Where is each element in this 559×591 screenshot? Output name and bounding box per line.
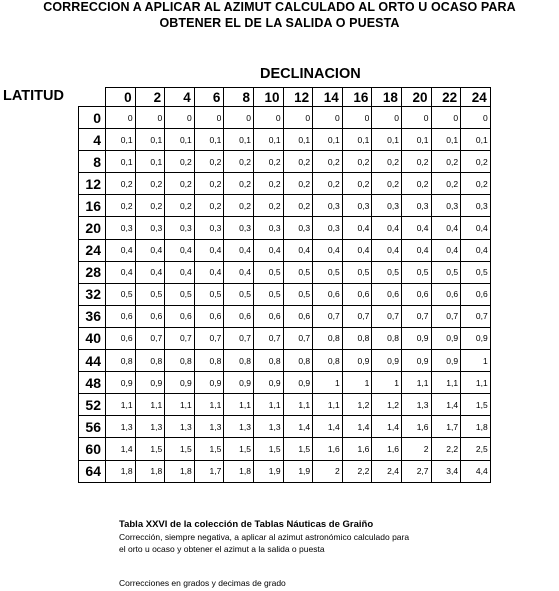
table-cell: 0,2 bbox=[224, 151, 254, 173]
table-cell: 0,5 bbox=[283, 283, 313, 305]
declination-header: 4 bbox=[165, 88, 195, 107]
table-cell: 0,4 bbox=[106, 261, 136, 283]
latitude-row-label: 28 bbox=[79, 261, 106, 283]
table-cell: 1,3 bbox=[224, 416, 254, 438]
table-cell: 0,4 bbox=[461, 239, 491, 261]
table-cell: 0 bbox=[135, 107, 165, 129]
table-cell: 0,2 bbox=[283, 195, 313, 217]
table-cell: 0,2 bbox=[431, 173, 461, 195]
table-cell: 0,3 bbox=[313, 217, 343, 239]
table-cell: 1,5 bbox=[194, 438, 224, 460]
table-cell: 0,2 bbox=[106, 173, 136, 195]
table-row bbox=[79, 239, 491, 261]
table-cell: 1,4 bbox=[106, 438, 136, 460]
latitude-row-label: 0 bbox=[79, 107, 106, 129]
table-cell: 0,2 bbox=[342, 151, 372, 173]
table-cell: 0,9 bbox=[165, 372, 195, 394]
table-cell: 0,8 bbox=[224, 350, 254, 372]
table-cell: 0,1 bbox=[283, 129, 313, 151]
table-cell: 1,7 bbox=[194, 460, 224, 482]
table-cell: 0,3 bbox=[461, 195, 491, 217]
table-cell: 1,8 bbox=[224, 460, 254, 482]
table-cell: 0,2 bbox=[194, 173, 224, 195]
table-cell: 1,3 bbox=[194, 416, 224, 438]
table-cell: 0 bbox=[401, 107, 431, 129]
table-cell: 1,1 bbox=[431, 372, 461, 394]
correction-table bbox=[78, 87, 491, 483]
table-cell: 1,4 bbox=[342, 416, 372, 438]
table-cell: 0,2 bbox=[224, 173, 254, 195]
table-cell: 0,2 bbox=[224, 195, 254, 217]
table-row bbox=[79, 129, 491, 151]
table-cell: 0,4 bbox=[194, 261, 224, 283]
table-cell: 2,2 bbox=[431, 438, 461, 460]
table-cell: 0,4 bbox=[135, 239, 165, 261]
table-cell: 1,5 bbox=[253, 438, 283, 460]
table-cell: 0,4 bbox=[253, 239, 283, 261]
note-title: Tabla XXVI de la colección de Tablas Náuticas de Graiño bbox=[119, 519, 374, 530]
table-cell: 0,8 bbox=[253, 350, 283, 372]
table-cell: 1,2 bbox=[342, 394, 372, 416]
table-cell: 1,8 bbox=[165, 460, 195, 482]
table-cell: 0,2 bbox=[401, 173, 431, 195]
table-cell: 1,3 bbox=[401, 394, 431, 416]
table-cell: 0,4 bbox=[372, 239, 402, 261]
table-cell: 0,6 bbox=[253, 305, 283, 327]
table-cell: 0 bbox=[253, 107, 283, 129]
table-cell: 0,4 bbox=[342, 217, 372, 239]
table-cell: 0,7 bbox=[342, 305, 372, 327]
table-row bbox=[79, 460, 491, 482]
table-cell: 0,3 bbox=[165, 217, 195, 239]
latitude-row-label: 20 bbox=[79, 217, 106, 239]
table-cell: 1,8 bbox=[461, 416, 491, 438]
table-cell: 1,4 bbox=[283, 416, 313, 438]
table-cell: 1,3 bbox=[135, 416, 165, 438]
table-cell: 0,2 bbox=[165, 173, 195, 195]
table-cell: 0 bbox=[224, 107, 254, 129]
table-cell: 0,5 bbox=[194, 283, 224, 305]
table-cell: 0,9 bbox=[431, 350, 461, 372]
table-cell: 0,6 bbox=[106, 305, 136, 327]
table-cell: 0,7 bbox=[165, 327, 195, 349]
table-cell: 0,3 bbox=[372, 195, 402, 217]
table-cell: 0,2 bbox=[253, 151, 283, 173]
table-cell: 0,5 bbox=[313, 261, 343, 283]
table-cell: 0,8 bbox=[283, 350, 313, 372]
table-cell: 0,5 bbox=[461, 261, 491, 283]
table-cell: 0,4 bbox=[106, 239, 136, 261]
table-cell: 0,2 bbox=[372, 173, 402, 195]
table-cell: 0,3 bbox=[431, 195, 461, 217]
table-cell: 0,1 bbox=[135, 129, 165, 151]
table-cell: 1,1 bbox=[401, 372, 431, 394]
table-cell: 1 bbox=[313, 372, 343, 394]
latitude-row-label: 40 bbox=[79, 327, 106, 349]
table-cell: 1,7 bbox=[431, 416, 461, 438]
table-cell: 1,8 bbox=[106, 460, 136, 482]
latitude-row-label: 4 bbox=[79, 129, 106, 151]
table-cell: 0,7 bbox=[224, 327, 254, 349]
table-cell: 0,6 bbox=[461, 283, 491, 305]
table-row bbox=[79, 195, 491, 217]
table-cell: 1,6 bbox=[372, 438, 402, 460]
table-cell: 0,5 bbox=[342, 261, 372, 283]
table-cell: 0,4 bbox=[431, 239, 461, 261]
table-cell: 0,9 bbox=[461, 327, 491, 349]
table-cell: 0 bbox=[313, 107, 343, 129]
table-cell: 0,6 bbox=[283, 305, 313, 327]
table-cell: 1 bbox=[461, 350, 491, 372]
table-cell: 0,1 bbox=[372, 129, 402, 151]
table-cell: 0,3 bbox=[135, 217, 165, 239]
table-cell: 0,9 bbox=[135, 372, 165, 394]
table-cell: 0,6 bbox=[401, 283, 431, 305]
table-cell: 0,6 bbox=[431, 283, 461, 305]
table-cell: 1,4 bbox=[431, 394, 461, 416]
table-row bbox=[79, 107, 491, 129]
table-cell: 0,4 bbox=[194, 239, 224, 261]
table-cell: 0,4 bbox=[224, 239, 254, 261]
table-cell: 1,1 bbox=[224, 394, 254, 416]
table-cell: 0,5 bbox=[253, 283, 283, 305]
table-cell: 0,7 bbox=[313, 305, 343, 327]
table-cell: 0,4 bbox=[431, 217, 461, 239]
table-cell: 0,1 bbox=[165, 129, 195, 151]
table-cell: 0 bbox=[194, 107, 224, 129]
table-row bbox=[79, 261, 491, 283]
table-cell: 0,7 bbox=[194, 327, 224, 349]
table-cell: 1,1 bbox=[313, 394, 343, 416]
table-cell: 0,2 bbox=[253, 173, 283, 195]
table-cell: 0,6 bbox=[313, 283, 343, 305]
table-cell: 0,8 bbox=[135, 350, 165, 372]
declination-header: 8 bbox=[224, 88, 254, 107]
table-cell: 0,3 bbox=[401, 195, 431, 217]
table-cell: 0,5 bbox=[253, 261, 283, 283]
table-cell: 0,5 bbox=[283, 261, 313, 283]
table-row bbox=[79, 305, 491, 327]
table-cell: 0,2 bbox=[342, 173, 372, 195]
table-cell: 1,3 bbox=[253, 416, 283, 438]
declination-header: 2 bbox=[135, 88, 165, 107]
table-cell: 0 bbox=[106, 107, 136, 129]
table-cell: 1 bbox=[372, 372, 402, 394]
latitude-row-label: 60 bbox=[79, 438, 106, 460]
table-cell: 0,4 bbox=[135, 261, 165, 283]
note-units: Correcciones en grados y decimas de grado bbox=[119, 578, 286, 588]
table-cell: 0,2 bbox=[194, 151, 224, 173]
declination-header: 6 bbox=[194, 88, 224, 107]
table-cell: 0,4 bbox=[342, 239, 372, 261]
table-cell: 1,8 bbox=[135, 460, 165, 482]
table-cell: 0,8 bbox=[313, 350, 343, 372]
table-cell: 1,5 bbox=[165, 438, 195, 460]
table-cell: 0,1 bbox=[461, 129, 491, 151]
table-cell: 0,1 bbox=[106, 151, 136, 173]
note-line-2: el orto u ocaso y obtener el azimut a la salida o puesta bbox=[119, 544, 325, 554]
table-row bbox=[79, 350, 491, 372]
latitude-row-label: 32 bbox=[79, 283, 106, 305]
table-cell: 1,9 bbox=[283, 460, 313, 482]
table-cell: 0,4 bbox=[401, 217, 431, 239]
table-cell: 0,7 bbox=[253, 327, 283, 349]
latitude-row-label: 8 bbox=[79, 151, 106, 173]
table-cell: 0,1 bbox=[431, 129, 461, 151]
table-cell: 0,5 bbox=[401, 261, 431, 283]
table-cell: 0,8 bbox=[194, 350, 224, 372]
table-cell: 0,7 bbox=[372, 305, 402, 327]
table-row bbox=[79, 217, 491, 239]
declination-header: 18 bbox=[372, 88, 402, 107]
declination-header: 12 bbox=[283, 88, 313, 107]
table-cell: 0,4 bbox=[165, 261, 195, 283]
table-cell: 0,9 bbox=[401, 350, 431, 372]
table-cell: 1,1 bbox=[253, 394, 283, 416]
table-cell: 1,5 bbox=[461, 394, 491, 416]
table-cell: 1,1 bbox=[165, 394, 195, 416]
table-cell: 1,1 bbox=[194, 394, 224, 416]
table-cell: 0,7 bbox=[431, 305, 461, 327]
table-cell: 2,5 bbox=[461, 438, 491, 460]
latitude-row-label: 24 bbox=[79, 239, 106, 261]
table-cell: 0,2 bbox=[165, 151, 195, 173]
table-cell: 0,2 bbox=[283, 173, 313, 195]
table-cell: 0,5 bbox=[224, 283, 254, 305]
table-row bbox=[79, 438, 491, 460]
table-cell: 0,9 bbox=[106, 372, 136, 394]
latitude-row-label: 52 bbox=[79, 394, 106, 416]
table-cell: 0,2 bbox=[135, 195, 165, 217]
table-row bbox=[79, 327, 491, 349]
table-cell: 1,1 bbox=[106, 394, 136, 416]
table-cell: 1,4 bbox=[313, 416, 343, 438]
table-cell: 0,9 bbox=[342, 350, 372, 372]
table-cell: 1,1 bbox=[135, 394, 165, 416]
note-line-1: Corrección, siempre negativa, a aplicar al azimut astronómico calculado para bbox=[119, 532, 410, 542]
page-title-line-1: CORRECCION A APLICAR AL AZIMUT CALCULADO AL ORTO U OCASO PARA bbox=[43, 0, 516, 14]
table-cell: 0,8 bbox=[342, 327, 372, 349]
declination-header: 16 bbox=[342, 88, 372, 107]
table-cell: 2,7 bbox=[401, 460, 431, 482]
table-cell: 0,1 bbox=[224, 129, 254, 151]
table-cell: 0,7 bbox=[401, 305, 431, 327]
latitude-row-label: 12 bbox=[79, 173, 106, 195]
table-cell: 0,2 bbox=[461, 173, 491, 195]
table-cell: 0,3 bbox=[313, 195, 343, 217]
table-cell: 4,4 bbox=[461, 460, 491, 482]
table-cell: 0,4 bbox=[401, 239, 431, 261]
table-cell: 0 bbox=[372, 107, 402, 129]
table-cell: 0,3 bbox=[106, 217, 136, 239]
table-cell: 0,6 bbox=[165, 305, 195, 327]
table-cell: 0,5 bbox=[372, 261, 402, 283]
latitude-row-label: 16 bbox=[79, 195, 106, 217]
table-cell: 3,4 bbox=[431, 460, 461, 482]
table-cell: 2,4 bbox=[372, 460, 402, 482]
table-cell: 0,6 bbox=[342, 283, 372, 305]
table-cell: 0,6 bbox=[194, 305, 224, 327]
declination-axis-label: DECLINACION bbox=[260, 66, 361, 82]
latitude-axis-label: LATITUD bbox=[3, 88, 64, 104]
declination-header: 22 bbox=[431, 88, 461, 107]
latitude-row-label: 36 bbox=[79, 305, 106, 327]
table-cell: 0,5 bbox=[431, 261, 461, 283]
table-cell: 0,4 bbox=[224, 261, 254, 283]
table-cell: 1,6 bbox=[401, 416, 431, 438]
table-cell: 0,9 bbox=[194, 372, 224, 394]
table-cell: 0,4 bbox=[461, 217, 491, 239]
table-cell: 1,4 bbox=[372, 416, 402, 438]
table-cell: 0,5 bbox=[165, 283, 195, 305]
table-cell: 0,9 bbox=[283, 372, 313, 394]
latitude-row-label: 44 bbox=[79, 350, 106, 372]
table-cell: 2 bbox=[313, 460, 343, 482]
table-cell: 0,9 bbox=[224, 372, 254, 394]
table-cell: 0,1 bbox=[253, 129, 283, 151]
table-cell: 1,6 bbox=[313, 438, 343, 460]
table-cell: 1,1 bbox=[283, 394, 313, 416]
table-cell: 2 bbox=[401, 438, 431, 460]
table-cell: 0,2 bbox=[461, 151, 491, 173]
table-cell: 0,2 bbox=[313, 151, 343, 173]
table-row bbox=[79, 416, 491, 438]
table-cell: 0,7 bbox=[283, 327, 313, 349]
table-cell: 1,3 bbox=[165, 416, 195, 438]
table-cell: 0,2 bbox=[194, 195, 224, 217]
table-cell: 0,3 bbox=[253, 217, 283, 239]
table-cell: 0,8 bbox=[372, 327, 402, 349]
table-cell: 0,2 bbox=[313, 173, 343, 195]
page-title-line-2: OBTENER EL DE LA SALIDA O PUESTA bbox=[159, 16, 400, 30]
declination-header: 20 bbox=[401, 88, 431, 107]
table-cell: 0,4 bbox=[372, 217, 402, 239]
table-cell: 0 bbox=[431, 107, 461, 129]
table-cell: 0 bbox=[342, 107, 372, 129]
table-cell: 0,2 bbox=[372, 151, 402, 173]
table-cell: 0,1 bbox=[313, 129, 343, 151]
table-cell: 1,2 bbox=[372, 394, 402, 416]
table-cell: 0,1 bbox=[401, 129, 431, 151]
table-row bbox=[79, 372, 491, 394]
table-cell: 0,9 bbox=[431, 327, 461, 349]
table-cell: 1 bbox=[342, 372, 372, 394]
header-row bbox=[79, 88, 491, 107]
table-cell: 0,8 bbox=[165, 350, 195, 372]
table-cell: 0,2 bbox=[165, 195, 195, 217]
table-row bbox=[79, 151, 491, 173]
table-cell: 0,1 bbox=[342, 129, 372, 151]
latitude-row-label: 56 bbox=[79, 416, 106, 438]
table-cell: 1,5 bbox=[283, 438, 313, 460]
table-row bbox=[79, 283, 491, 305]
declination-header: 14 bbox=[313, 88, 343, 107]
table-cell: 0,4 bbox=[165, 239, 195, 261]
table-cell: 0,4 bbox=[283, 239, 313, 261]
table-cell: 0,2 bbox=[431, 151, 461, 173]
table-cell: 0,3 bbox=[224, 217, 254, 239]
table-row bbox=[79, 173, 491, 195]
table-cell: 0,8 bbox=[106, 350, 136, 372]
table-cell: 0,2 bbox=[401, 151, 431, 173]
table-cell: 0 bbox=[283, 107, 313, 129]
table-cell: 0,3 bbox=[283, 217, 313, 239]
declination-header: 24 bbox=[461, 88, 491, 107]
table-cell: 0,1 bbox=[194, 129, 224, 151]
table-cell: 0,6 bbox=[372, 283, 402, 305]
table-cell: 0,2 bbox=[106, 195, 136, 217]
table-cell: 0 bbox=[165, 107, 195, 129]
table-cell: 0,3 bbox=[194, 217, 224, 239]
latitude-row-label: 48 bbox=[79, 372, 106, 394]
table-cell: 1,5 bbox=[135, 438, 165, 460]
table-corner bbox=[79, 88, 106, 107]
table-cell: 0,2 bbox=[283, 151, 313, 173]
declination-header: 10 bbox=[253, 88, 283, 107]
table-cell: 0,1 bbox=[135, 151, 165, 173]
latitude-row-label: 64 bbox=[79, 460, 106, 482]
table-cell: 0,3 bbox=[342, 195, 372, 217]
table-cell: 0,1 bbox=[106, 129, 136, 151]
table-cell: 0,6 bbox=[224, 305, 254, 327]
table-cell: 2,2 bbox=[342, 460, 372, 482]
table-cell: 1,5 bbox=[224, 438, 254, 460]
table-cell: 0,5 bbox=[106, 283, 136, 305]
table-row bbox=[79, 394, 491, 416]
table-cell: 0,2 bbox=[253, 195, 283, 217]
table-cell: 1,9 bbox=[253, 460, 283, 482]
table-cell: 0,5 bbox=[135, 283, 165, 305]
table-cell: 1,6 bbox=[342, 438, 372, 460]
table-cell: 0,8 bbox=[313, 327, 343, 349]
table-cell: 0,9 bbox=[253, 372, 283, 394]
table-cell: 0,2 bbox=[135, 173, 165, 195]
table-cell: 0,9 bbox=[401, 327, 431, 349]
table-cell: 0,7 bbox=[135, 327, 165, 349]
table-cell: 0,7 bbox=[461, 305, 491, 327]
table-cell: 0,6 bbox=[135, 305, 165, 327]
table-cell: 1,3 bbox=[106, 416, 136, 438]
table-cell: 0,9 bbox=[372, 350, 402, 372]
declination-header: 0 bbox=[106, 88, 136, 107]
table-cell: 0,4 bbox=[313, 239, 343, 261]
table-cell: 0 bbox=[461, 107, 491, 129]
table-cell: 1,1 bbox=[461, 372, 491, 394]
table-cell: 0,6 bbox=[106, 327, 136, 349]
